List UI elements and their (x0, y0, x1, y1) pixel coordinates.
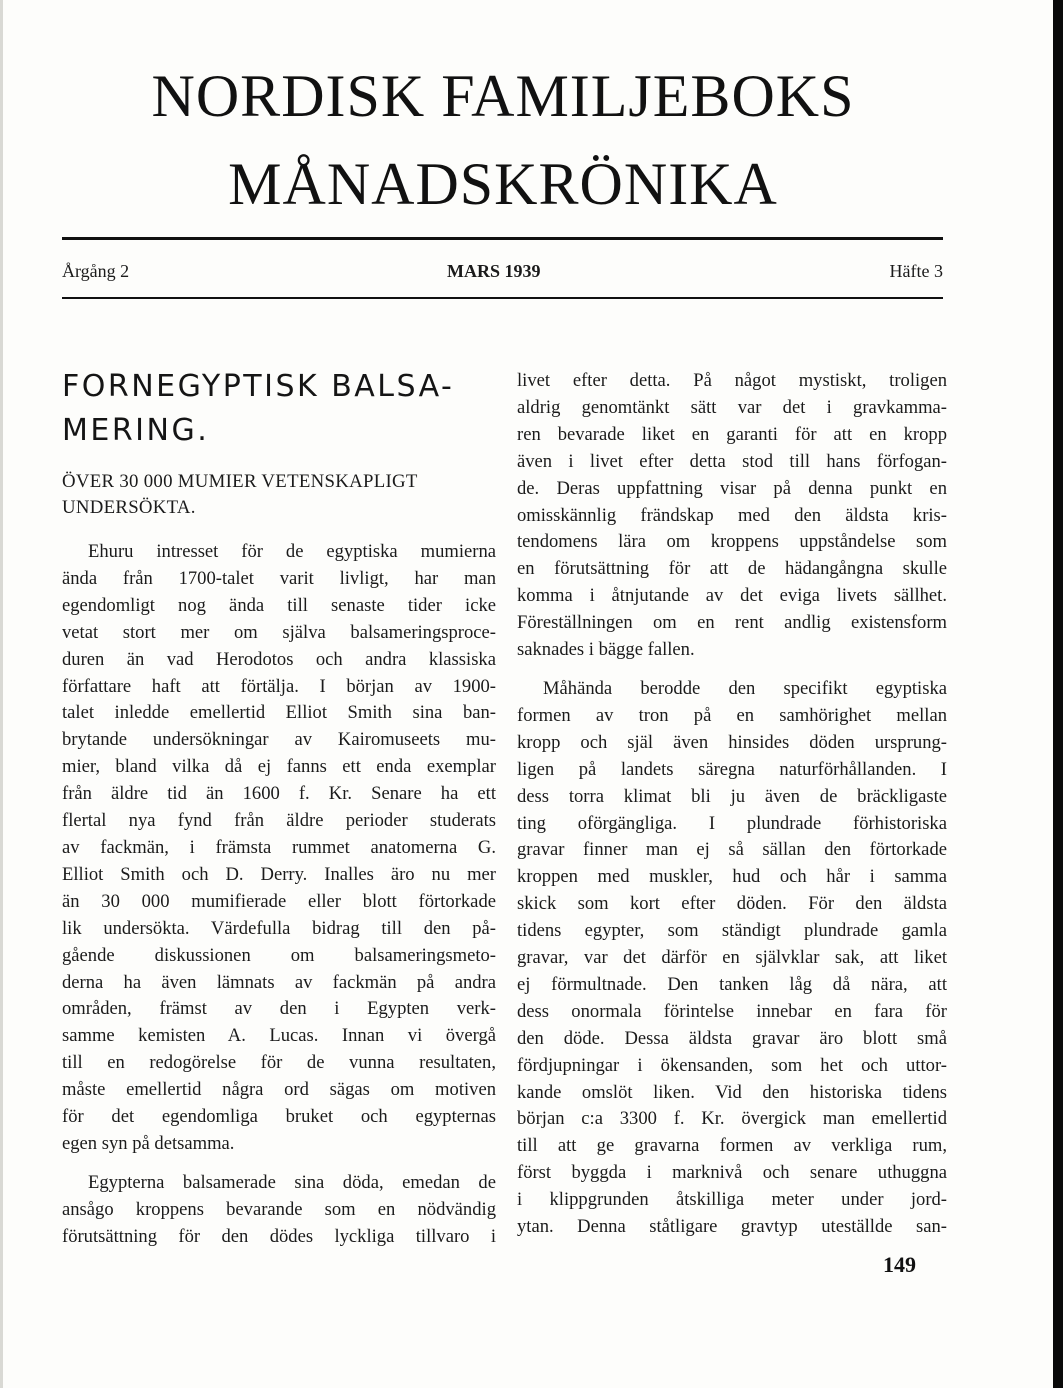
text-line: Ehuru intresset för de egyptiska mumierna (88, 541, 496, 562)
text-line: livet efter detta. På något mystiskt, troligen (517, 370, 947, 391)
text-line: måste emellertid några ord sägas om motiven (62, 1079, 496, 1101)
text-line: saknades i bägge fallen. (517, 639, 695, 661)
article-subheading (62, 469, 496, 521)
text-line: brytande undersökningar av Kairomuseets mu- (62, 729, 496, 751)
text-line: samme kemisten A. Lucas. Innan vi övergå (62, 1025, 496, 1047)
scan-edge-right (1053, 0, 1063, 1388)
text-line: Egypterna balsamerade sina döda, emedan de (88, 1171, 496, 1193)
text-line: Elliot Smith och D. Derry. Inalles äro nu mer (62, 863, 496, 885)
text-line: en förutsättning för att de hädangångna skulle (517, 558, 947, 580)
text-line: duren än vad Herodotos och andra klassiska (62, 648, 496, 670)
text-line: formen av tron på en samhörighet mellan (517, 704, 947, 726)
top-rule (62, 237, 943, 240)
article-headline (62, 365, 496, 453)
bottom-rule (62, 297, 943, 299)
text-line: Måhända berodde den specifikt egyptiska (543, 677, 947, 699)
issue-number: Häfte 3 (889, 261, 943, 281)
right-paragraph-2 (517, 676, 947, 1241)
text-line: områden, främst av den i Egypten verk- (62, 998, 496, 1020)
left-paragraph-1 (62, 539, 496, 1158)
right-paragraph-1 (517, 368, 947, 664)
text-line: till att ge gravarna formen av verkliga rum, (517, 1135, 947, 1157)
text-line: egen syn på detsamma. (62, 1132, 235, 1154)
text-line: ej förmultnade. Den tanken låg då nära, att (517, 973, 947, 995)
headline-line2: MERING. (62, 413, 210, 448)
text-line: dess onormala förintelse innebar en fara för (517, 1000, 947, 1022)
text-line: ytan. Denna ståtligare gravtyp uteställde san- (517, 1216, 947, 1238)
text-line: författare haft att förtälja. I början av 1900- (62, 675, 496, 697)
text-line: i klippgrunden åtskilliga meter under jord- (517, 1189, 947, 1211)
page-number: 149 (883, 1252, 916, 1277)
text-line: för det egendomliga bruket och egypternas (62, 1106, 496, 1128)
text-line: gravar, var det därför en självklar sak, att liket (517, 947, 947, 969)
text-line: av fackmän, i främsta rummet anatomerna G. (62, 836, 496, 858)
right-column (517, 368, 947, 1253)
text-line: komma i åtnjutande av det eviga livets sällhet. (517, 585, 947, 607)
text-line: ting oförgängliga. I plundrade förhistoriska (517, 812, 947, 834)
text-line: från äldre tid än 1600 f. Kr. Senare ha ett (62, 783, 496, 805)
text-line: flertal nya fynd från äldre perioder studerats (62, 810, 496, 832)
text-line: ligen på landets säregna naturförhållanden. I (517, 758, 947, 780)
text-line: tendomens lära om kroppens uppståndelse som (517, 531, 947, 553)
text-line: början c:a 3300 f. Kr. övergick man emellertid (517, 1108, 947, 1130)
subheading-line1: ÖVER 30 000 MUMIER VETENSKAPLIGT (62, 471, 418, 492)
left-paragraph-2 (62, 1170, 496, 1251)
text-line: till en redogörelse för de vunna resultaten, (62, 1052, 496, 1074)
text-line: fördjupningar i ökensanden, som het och uttor- (517, 1054, 947, 1076)
text-line: omisskännlig frändskap med den äldsta kris- (517, 504, 947, 526)
left-column (62, 365, 496, 1263)
text-line: Föreställningen om en rent andlig existensform (517, 612, 947, 634)
subheading-line2: UNDERSÖKTA. (62, 497, 196, 518)
text-line: talet inledde emellertid Elliot Smith sina ban- (62, 702, 496, 724)
issue-date: MARS 1939 (447, 261, 541, 281)
text-line: ren bevarade liket en garanti för att en kropp (517, 423, 947, 445)
issue-volume: Årgång 2 (62, 261, 130, 281)
text-line: först byggda i marknivå och senare uthuggna (517, 1162, 947, 1184)
masthead-title-line1: NORDISK FAMILJEBOKS (151, 63, 855, 129)
text-line: gravar finner man ej så sällan den förtorkade (517, 839, 947, 861)
text-line: derna ha även lämnats av fackmän på andra (62, 971, 496, 993)
headline-line1: FORNEGYPTISK BALSA- (62, 369, 455, 404)
text-line: kropp och själ även hinsides döden ursprung- (517, 731, 947, 753)
text-line: mier, bland vilka då ej fanns ett enda exemplar (62, 756, 496, 778)
text-line: ansågo kroppens bevarande som en nödvändig (62, 1198, 496, 1220)
text-line: de. Deras uppfattning visar på denna punkt en (517, 477, 947, 499)
text-line: egendomligt nog ända till senaste tider icke (62, 594, 496, 616)
masthead-title-line2: MÅNADSKRÖNIKA (228, 151, 778, 217)
text-line: kande omslöt liken. Vid den historiska tidens (517, 1081, 947, 1103)
text-line: aldrig genomtänkt sätt var det i gravkamma- (517, 396, 947, 418)
issue-line (62, 256, 943, 286)
text-line: förutsättning för den dödes lyckliga tillvaro i (62, 1225, 496, 1247)
text-line: tidens egypter, som ständigt plundrade gamla (517, 920, 947, 942)
text-line: dess torra klimat bli ju även de bräckligaste (517, 785, 947, 807)
text-line: den döde. Dessa äldsta gravar äro blott små (517, 1027, 947, 1049)
text-line: än 30 000 mumifierade eller blott förtorkade (62, 890, 496, 912)
text-line: även i livet efter detta stod till hans förfogan- (517, 450, 947, 472)
text-line: vetat stort mer om själva balsameringsproce- (62, 621, 496, 643)
text-line: skick som kort efter döden. För den äldsta (517, 893, 947, 915)
text-line: ända från 1700-talet varit livligt, har man (62, 567, 496, 589)
text-line: kroppen med muskler, hud och hår i samma (517, 866, 947, 888)
text-line: lik undersökta. Värdefulla bidrag till den på- (62, 917, 496, 939)
text-line: gående diskussionen om balsameringsmeto- (62, 944, 496, 966)
